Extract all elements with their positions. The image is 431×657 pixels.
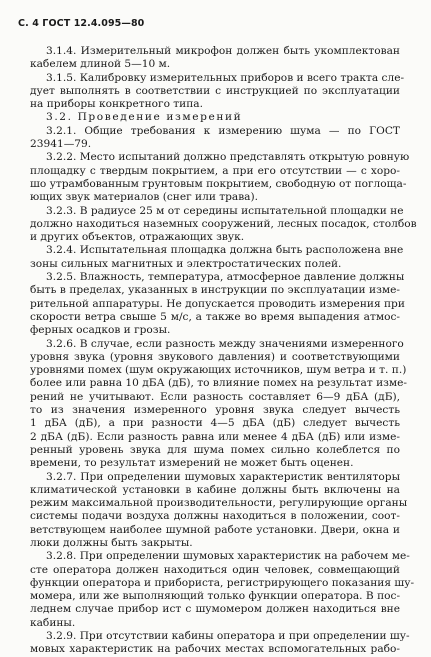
text-line: рений не учитывают. Если разность составляет 6—9 дБА (дБ),	[30, 390, 400, 403]
text-line: кабелем длиной 5—10 м.	[30, 58, 171, 71]
text-line: системы подачи воздуха должны находиться в положении, соот-	[30, 510, 400, 523]
text-line: мовых характеристик на рабочих местах вспомогательных рабо-	[30, 643, 400, 656]
text-line: и других объектов, отражающих звук.	[30, 231, 245, 244]
text-line: рительной аппаратуры. Не допускается проводить измерения при	[30, 297, 405, 310]
text-line: 3.2.8. При определении шумовых характеристик на рабочем ме-	[46, 550, 410, 563]
text-line: 3.2.7. При определении шумовых характеристик вентиляторы	[46, 470, 400, 483]
text-line: сте оператора должен находиться один человек, совмещающий	[30, 563, 400, 576]
text-line: уровня звука (уровня звукового давления) и соответствующими	[30, 350, 400, 363]
text-line: леднем случае прибор ист с шумомером должен находиться вне	[30, 603, 400, 616]
text-line: 1 дБА (дБ), а при разности 4—5 дБА (дБ) следует вычесть	[30, 417, 400, 430]
text-line: ющих звук материалов (снег или трава).	[30, 191, 258, 204]
text-line: ветствующем наиболее шумной работе установки. Двери, окна и	[30, 523, 400, 536]
text-line: более или равна 10 дБА (дБ), то влияние помех на результат изме-	[30, 377, 407, 390]
text-line: 3.2.2. Место испытаний должно представлять открытую ровную	[46, 151, 410, 164]
text-line: быть в пределах, указанных в инструкции по эксплуатации изме-	[30, 284, 400, 297]
document-body	[30, 45, 417, 657]
text-line: кабины.	[30, 616, 76, 629]
text-line: климатической установки в кабине должны быть включены на	[30, 483, 400, 496]
text-line: скорости ветра свыше 5 м/с, а также во время выпадения атмос-	[30, 310, 400, 323]
text-line: функции оператора и прибориста, регистрирующего показания шу-	[30, 576, 415, 589]
text-line: 3.2.4. Испытательная площадка должна быть расположена вне	[46, 244, 404, 257]
text-line: 3.2.6. В случае, если разность между значениями измеренного	[46, 337, 404, 350]
text-line: времени, то результат измерений не может быть оценен.	[30, 457, 354, 470]
text-line: уровнями помех (шум окружающих источников, шум ветра и т. п.)	[30, 364, 407, 377]
text-line: площадку с твердым покрытием, а при его отсутствии — с хоро-	[30, 164, 400, 177]
text-line: ферных осадков и грозы.	[30, 324, 171, 337]
section-heading: 3.2. Проведение измерений	[46, 111, 243, 124]
text-line: 23941—79.	[30, 138, 92, 151]
text-line: то из значения измеренного уровня звука следует вычесть	[30, 404, 400, 417]
text-line: ренный уровень звука для шума помех сильно колеблется по	[30, 443, 400, 456]
text-line: на приборы конкретного типа.	[30, 98, 203, 111]
text-line: 3.2.9. При отсутствии кабины оператора и при определении шу-	[46, 630, 410, 643]
text-line: 2 дБА (дБ). Если разность равна или менее 4 дБА (дБ) или изме-	[30, 430, 400, 443]
text-line: шо утрамбованным грунтовым покрытием, свободную от поглоща-	[30, 177, 407, 190]
text-line: должно находиться наземных сооружений, лесных посадок, столбов	[30, 217, 417, 230]
text-line: режим максимальной производительности, регулирующие органы	[30, 497, 408, 510]
text-line: дует выполнять в соответствии с инструкцией по эксплуатации	[30, 84, 400, 97]
text-line: 3.2.5. Влажность, температура, атмосферное давление должны	[46, 271, 405, 284]
page-header: С. 4 ГОСТ 12.4.095—80	[18, 18, 145, 29]
text-line: зоны сильных магнитных и электростатических полей.	[30, 257, 342, 270]
text-line: люки должны быть закрыты.	[30, 536, 193, 549]
text-line: 3.2.3. В радиусе 25 м от середины испытательной площадки не	[46, 204, 404, 217]
text-line: 3.1.4. Измерительный микрофон должен быть укомплектован	[46, 45, 400, 57]
text-line: 3.1.5. Калибровку измерительных приборов и всего тракта сле-	[46, 71, 405, 84]
text-line: момера, или же выполняющий только функции оператора. В пос-	[30, 590, 401, 603]
text-line: 3.2.1. Общие требования к измерению шума — по ГОСТ	[46, 124, 400, 137]
